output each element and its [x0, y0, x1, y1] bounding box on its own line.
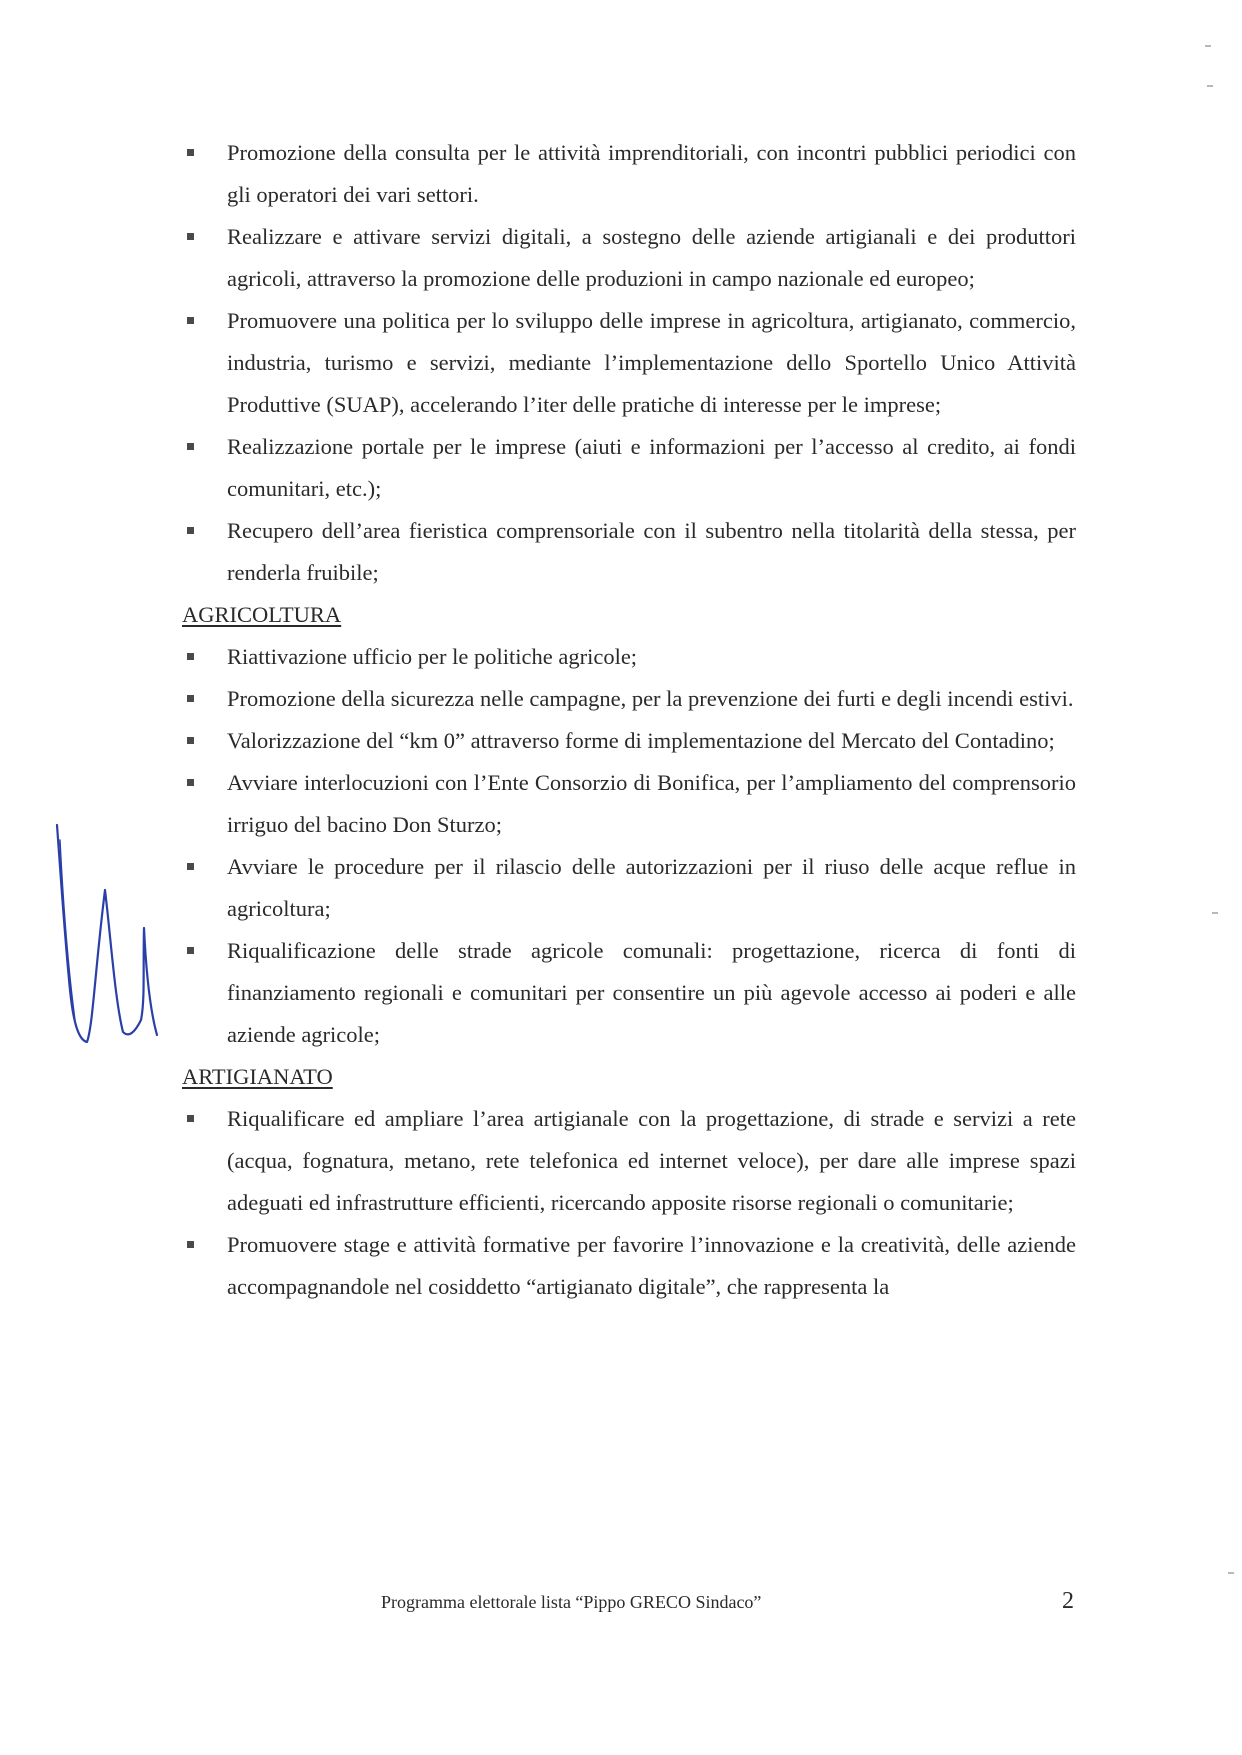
handwritten-signature — [45, 820, 160, 1045]
page-number: 2 — [1062, 1588, 1074, 1614]
footer-caption: Programma elettorale lista “Pippo GRECO Sindaco” — [381, 1592, 762, 1612]
square-bullet-icon — [187, 947, 194, 954]
page-body — [182, 132, 1076, 1308]
heading-artigianato — [182, 1056, 1076, 1098]
scan-speck — [1205, 45, 1211, 47]
list-item-text: Riqualificare ed ampliare l’area artigianale con la progettazione, di strade e servizi a rete (acqua, fognatura, metano, rete telefonica ed internet veloce), per dare alle imprese spazi adeguati ed infrastrutture efficienti, ricercando apposite risorse regionali o comunitarie; — [227, 1106, 1076, 1215]
square-bullet-icon — [187, 1241, 194, 1248]
list-item — [182, 930, 1076, 1056]
list-item-text: Realizzare e attivare servizi digitali, a sostegno delle aziende artigianali e dei produttori agricoli, attraverso la promozione delle produzioni in campo nazionale ed europeo; — [227, 224, 1076, 291]
list-item — [182, 846, 1076, 930]
list-item — [182, 510, 1076, 594]
list-item-text: Promozione della consulta per le attività imprenditoriali, con incontri pubblici periodici con gli operatori dei vari settori. — [227, 140, 1076, 207]
square-bullet-icon — [187, 653, 194, 660]
heading-agricoltura-text: AGRICOLTURA — [182, 602, 342, 627]
list-item — [182, 300, 1076, 426]
list-item-text: Valorizzazione del “km 0” attraverso forme di implementazione del Mercato del Contadino; — [227, 728, 1055, 753]
list-item — [182, 132, 1076, 216]
list-item-text: Recupero dell’area fieristica comprensoriale con il subentro nella titolarità della stessa, per renderla fruibile; — [227, 518, 1076, 585]
scan-speck — [1212, 912, 1218, 914]
list-item — [182, 678, 1076, 720]
list-item-text: Riattivazione ufficio per le politiche agricole; — [227, 644, 638, 669]
square-bullet-icon — [187, 1115, 194, 1122]
list-item-text: Avviare interlocuzioni con l’Ente Consorzio di Bonifica, per l’ampliamento del comprensorio irriguo del bacino Don Sturzo; — [227, 770, 1076, 837]
square-bullet-icon — [187, 695, 194, 702]
square-bullet-icon — [187, 317, 194, 324]
square-bullet-icon — [187, 863, 194, 870]
list-item-text: Avviare le procedure per il rilascio delle autorizzazioni per il riuso delle acque reflue in agricoltura; — [227, 854, 1076, 921]
square-bullet-icon — [187, 233, 194, 240]
list-item-text: Realizzazione portale per le imprese (aiuti e informazioni per l’accesso al credito, ai fondi comunitari, etc.); — [227, 434, 1076, 501]
list-item — [182, 216, 1076, 300]
square-bullet-icon — [187, 779, 194, 786]
heading-artigianato-text: ARTIGIANATO — [182, 1064, 333, 1089]
list-item-text: Promuovere stage e attività formative per favorire l’innovazione e la creatività, delle aziende accompagnandole nel cosiddetto “artigianato digitale”, che rappresenta la — [227, 1232, 1076, 1299]
list-item — [182, 1224, 1076, 1308]
scan-speck — [1228, 1572, 1234, 1574]
agricoltura-list — [182, 636, 1076, 1056]
square-bullet-icon — [187, 737, 194, 744]
square-bullet-icon — [187, 527, 194, 534]
square-bullet-icon — [187, 149, 194, 156]
list-item — [182, 636, 1076, 678]
list-item-text: Riqualificazione delle strade agricole comunali: progettazione, ricerca di fonti di finanziamento regionali e comunitari per consentire un più agevole accesso ai poderi e alle aziende agricole; — [227, 938, 1076, 1047]
list-item-text: Promuovere una politica per lo sviluppo delle imprese in agricoltura, artigianato, commercio, industria, turismo e servizi, mediante l’implementazione dello Sportello Unico Attività Produttive (SUAP), accelerando l’iter delle pratiche di interesse per le imprese; — [227, 308, 1076, 417]
section-imprese-list — [182, 132, 1076, 594]
list-item — [182, 762, 1076, 846]
heading-agricoltura — [182, 594, 1076, 636]
square-bullet-icon — [187, 443, 194, 450]
list-item — [182, 720, 1076, 762]
list-item — [182, 1098, 1076, 1224]
list-item-text: Promozione della sicurezza nelle campagne, per la prevenzione dei furti e degli incendi estivi. — [227, 686, 1074, 711]
artigianato-list — [182, 1098, 1076, 1308]
scan-speck — [1207, 85, 1213, 87]
list-item — [182, 426, 1076, 510]
